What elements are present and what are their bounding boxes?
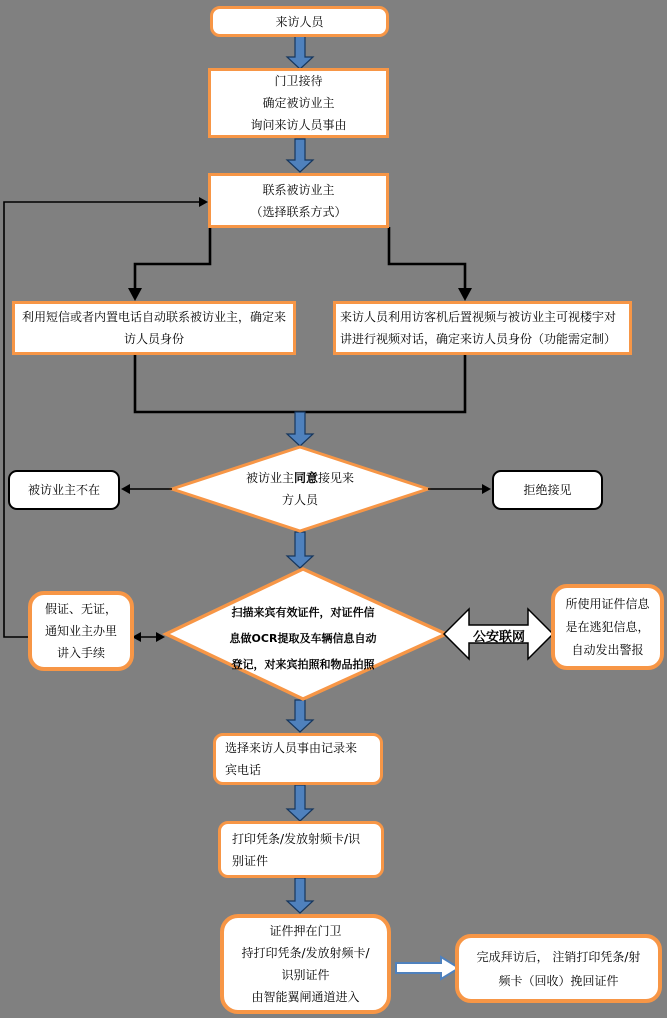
down-block-arrow-7 [287, 878, 313, 913]
proceed-hollow-arrow [396, 957, 459, 979]
node-start: 来访人员 [210, 6, 389, 37]
node-branch-sms: 利用短信或者内置电话自动联系被访业主，确定来访人员身份 [12, 301, 296, 355]
arrowhead-refuse [482, 484, 491, 494]
node-enter-gate: 证件押在门卫 持打印凭条/发放射频卡/ 识别证件 由智能翼闸通道进入 [220, 914, 391, 1014]
police-link-label: 公安联网 [472, 630, 525, 645]
decision-agree-label: 被访业主同意接见来 方人员 [245, 471, 355, 507]
node-contact-owner: 联系被访业主 （选择联系方式） [208, 173, 389, 228]
node-finish-visit: 完成拜访后， 注销打印凭条/射 频卡（回收）挽回证件 [455, 934, 662, 1003]
node-alarm: 所使用证件信息 是在逃犯信息， 自动发出警报 [551, 584, 664, 670]
connector-branch-right [389, 227, 465, 294]
node-record-reason: 选择来访人员事由记录来 宾电话 [213, 733, 383, 785]
decision-scan-label: 扫描来宾有效证件，对证件信 息做OCR提取及车辆信息自动 登记，对来宾拍照和物品拍照 [229, 606, 377, 671]
down-block-arrow-5 [287, 700, 313, 732]
arrowhead-not-home [121, 484, 130, 494]
node-owner-not-home: 被访业主不在 [8, 470, 120, 510]
connector-retry-loop [4, 202, 201, 637]
arrowhead-branch-right [458, 288, 472, 301]
node-guard: 门卫接待 确定被访业主 询问来访人员事由 [208, 68, 389, 138]
arrowhead-branch-left [128, 288, 142, 301]
down-block-arrow-4 [287, 532, 313, 568]
down-block-arrow-1 [287, 36, 313, 69]
node-branch-video: 来访人员利用访客机后置视频与被访业主可视楼宇对讲进行视频对话，确定来访人员身份（功能需定制） [333, 301, 632, 355]
node-print-credentials: 打印凭条/发放射频卡/识 别证件 [218, 821, 384, 878]
down-block-arrow-6 [287, 785, 313, 821]
connector-branch-left [135, 227, 210, 294]
down-block-arrow-2 [287, 139, 313, 172]
node-refuse-visit: 拒绝接见 [492, 470, 603, 510]
node-fake-id: 假证、无证， 通知业主办里 讲入手续 [28, 591, 134, 671]
down-block-arrow-3 [287, 412, 313, 446]
arrowhead-into-contact [199, 197, 208, 207]
connector-merge [135, 355, 465, 412]
